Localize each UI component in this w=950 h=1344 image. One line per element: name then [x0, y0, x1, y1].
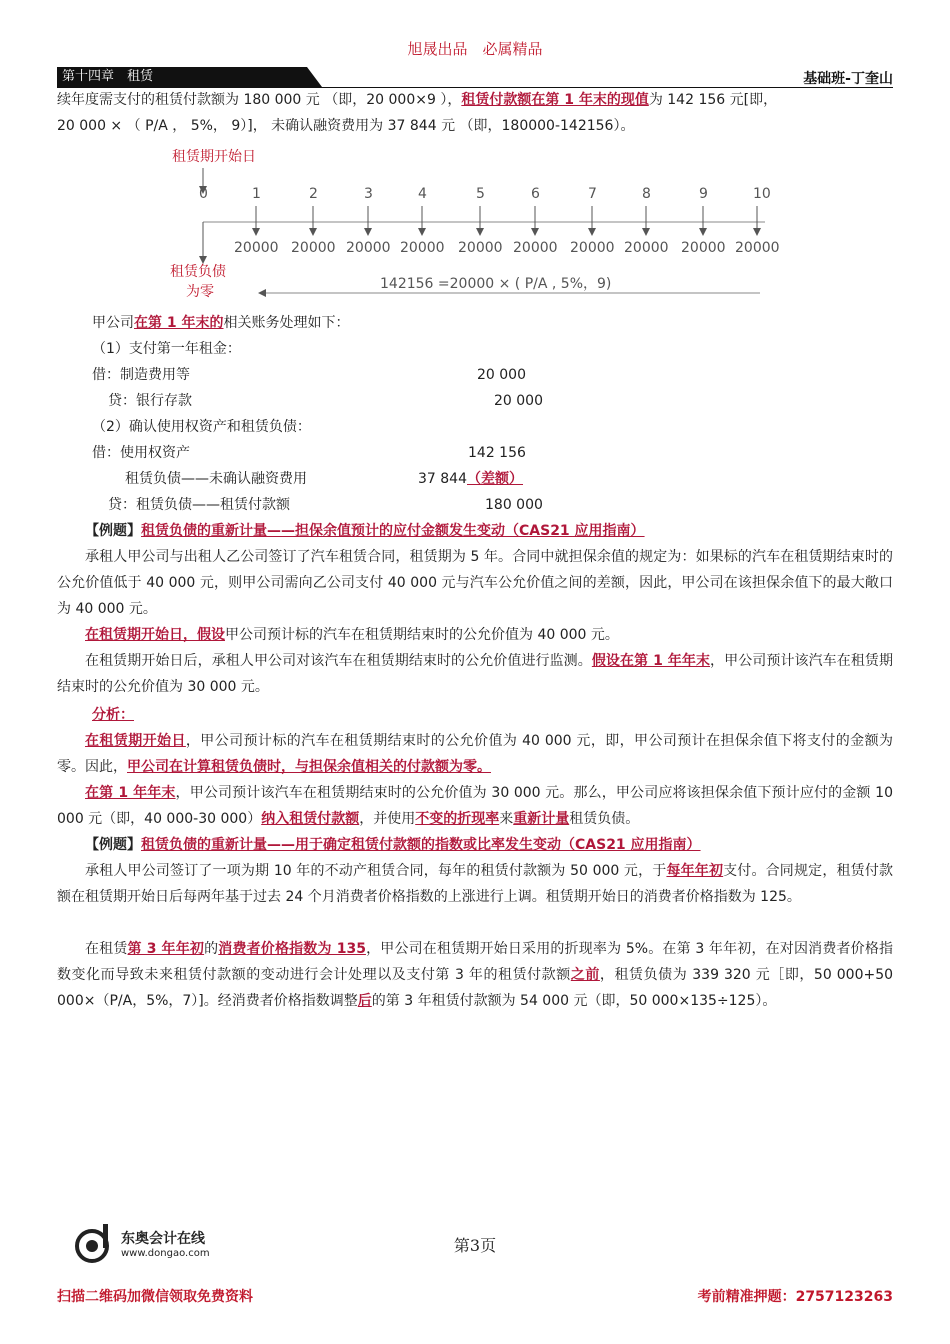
- example-1-p5: 在第 1 年年末，甲公司预计该汽车在租赁期结束时的公允价值为 30 000 元。那么，甲公司应将该担保余值下预计应付的金额 10 000 元（即，40 000-30 000）纳入租赁付款额，并使用不变的折现率来重新计量租赁负债。: [57, 785, 893, 827]
- example-1-p4: 在租赁期开始日，甲公司预计标的汽车在租赁期结束时的公允价值为 40 000 元，即，甲公司预计在担保余值下将支付的金额为零。因此，甲公司在计算租赁负债时，与担保余值相关的付款额为零。: [57, 733, 894, 775]
- tick-label: 3: [364, 186, 373, 202]
- tick-label: 8: [642, 186, 651, 202]
- payment-amount: 20000: [624, 240, 669, 256]
- example-1-p2: 在租赁期开始日，假设甲公司预计标的汽车在租赁期结束时的公允价值为 40 000 元。: [85, 627, 619, 643]
- step-2: （2）确认使用权资产和租赁负债：: [92, 419, 311, 435]
- payment-amount: 20000: [458, 240, 503, 256]
- zero-label-2: 为零: [186, 284, 214, 300]
- payment-amount: 20000: [570, 240, 615, 256]
- course-name: 基础班-丁奎山: [803, 71, 893, 87]
- timeline-diagram: [0, 0, 950, 310]
- page-number: 第3页: [453, 1236, 497, 1255]
- top-title: 旭晟出品 必属精品: [407, 40, 543, 58]
- timeline-start-label: 租赁期开始日: [172, 149, 256, 165]
- credit-1: 贷：银行存款: [108, 393, 192, 409]
- chapter-title: 第十四章 租赁: [62, 69, 154, 84]
- logo-name: 东奥会计在线: [121, 1231, 205, 1247]
- intro-line-2: 20 000 × （ P/A ， 5%， 9）]， 未确认融资费用为 37 844 元 （即，180000-142156）。: [57, 118, 635, 134]
- credit-2-amount: 180 000: [485, 497, 543, 513]
- tick-label: 4: [418, 186, 427, 202]
- logo-url: www.dongao.com: [121, 1248, 210, 1259]
- debit-1-amount: 20 000: [477, 367, 526, 383]
- highlight-pv: 租赁付款额在第 1 年末的现值: [461, 92, 649, 108]
- footer-right-note: 考前精准押题：2757123263: [697, 1289, 893, 1305]
- payment-amount: 20000: [681, 240, 726, 256]
- example-2-title: 【例题】租赁负债的重新计量——用于确定租赁付款额的指数或比率发生变动（CAS21 应用指南）: [85, 837, 701, 853]
- entries-intro: 甲公司在第 1 年末的相关账务处理如下：: [92, 315, 350, 331]
- step-1: （1）支付第一年租金：: [92, 341, 241, 357]
- payment-amount: 20000: [400, 240, 445, 256]
- example-1-p1: 承租人甲公司与出租人乙公司签订了汽车租赁合同，租赁期为 5 年。合同中就担保余值的规定为：如果标的汽车在租赁期结束时的公允价值低于 40 000 元，则甲公司需向乙公司支付 40 000 元与汽车公允价值之间的差额，因此，甲公司在该担保余值下的最大敞口为 40 000 元。: [57, 549, 893, 617]
- example-1-p3: 在租赁期开始日后，承租人甲公司对该汽车在租赁期结束时的公允价值进行监测。假设在第 1 年年末，甲公司预计该汽车在租赁期结束时的公允价值为 30 000 元。: [57, 653, 893, 695]
- tick-label: 7: [588, 186, 597, 202]
- debit-1: 借：制造费用等: [92, 367, 190, 383]
- zero-label-1: 租赁负债: [170, 264, 226, 280]
- credit-1-amount: 20 000: [494, 393, 543, 409]
- pv-formula: 142156 =20000 × ( P/A , 5%，9): [380, 276, 612, 292]
- payment-amount: 20000: [234, 240, 279, 256]
- tick-label: 2: [309, 186, 318, 202]
- example-2-p1: 承租人甲公司签订了一项为期 10 年的不动产租赁合同，每年的租赁付款额为 50 000 元，于每年年初支付。合同规定，租赁付款额在租赁期开始日后每两年基于过去 24 个月消费者价格指数的上涨进行上调。租赁期开始日的消费者价格指数为 125。: [57, 863, 894, 905]
- tick-label: 10: [753, 186, 771, 202]
- payment-amount: 20000: [513, 240, 558, 256]
- tick-label: 1: [252, 186, 261, 202]
- example-1-title: 【例题】租赁负债的重新计量——担保余值预计的应付金额发生变动（CAS21 应用指南）: [85, 523, 645, 539]
- credit-2: 贷：租赁负债——租赁付款额: [108, 497, 290, 513]
- payment-amount: 20000: [291, 240, 336, 256]
- payment-amount: 20000: [735, 240, 780, 256]
- intro-line-1: 续年度需支付的租赁付款额为 180 000 元 （即，20 000×9 ），租赁付款额在第 1 年末的现值为 142 156 元[即，: [57, 92, 778, 108]
- debit-2: 借：使用权资产: [92, 445, 190, 461]
- payment-amount: 20000: [346, 240, 391, 256]
- example-2-p2: 在租赁第 3 年年初的消费者价格指数为 135，甲公司在租赁期开始日采用的折现率为 5%。在第 3 年年初，在对因消费者价格指数变化而导致未来租赁付款额的变动进行会计处理以及支付第 3 年的租赁付款额之前，租赁负债为 339 320 元［即，50 000+50 000×（P/A，5%，7）]。经消费者价格指数调整后的第 3 年租赁付款额为 54 000 元（即，50 000×135÷125）。: [57, 941, 894, 1009]
- analysis-label: 分析：: [92, 707, 134, 723]
- debit-3: 租赁负债——未确认融资费用: [125, 471, 307, 487]
- tick-label: 5: [476, 186, 485, 202]
- footer-left-note: 扫描二维码加微信领取免费资料: [57, 1289, 253, 1305]
- tick-label: 6: [531, 186, 540, 202]
- tick-label: 0: [199, 186, 208, 202]
- tick-label: 9: [699, 186, 708, 202]
- debit-3-amount: 37 844（差额）: [418, 471, 523, 487]
- debit-2-amount: 142 156: [468, 445, 526, 461]
